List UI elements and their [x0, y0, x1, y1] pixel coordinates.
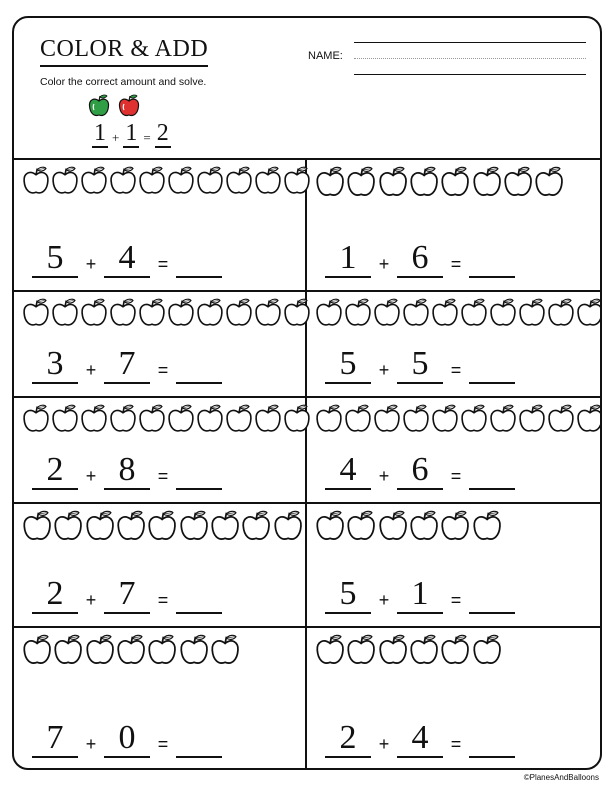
- addend-b: 7: [104, 576, 150, 614]
- addend-b: 7: [104, 346, 150, 384]
- problem-cell: [307, 290, 600, 396]
- equals-sign: =: [450, 734, 462, 754]
- apple-icon[interactable]: [460, 404, 489, 439]
- apple-icon[interactable]: [344, 298, 373, 333]
- apple-icon[interactable]: [225, 404, 254, 439]
- plus-sign: +: [378, 360, 390, 380]
- apple-icon[interactable]: [241, 510, 272, 547]
- equation: [325, 576, 515, 614]
- equation: [325, 720, 515, 758]
- apple-icon[interactable]: [22, 634, 53, 671]
- apple-icon[interactable]: [346, 634, 377, 671]
- worksheet-title: COLOR & ADD: [40, 36, 208, 67]
- equals-sign: =: [450, 360, 462, 380]
- name-line-top: [354, 42, 586, 43]
- addend-a: 5: [325, 346, 371, 384]
- addend-b: 1: [397, 576, 443, 614]
- answer-blank[interactable]: [469, 720, 515, 758]
- apple-icon[interactable]: [518, 404, 547, 439]
- addend-a: 3: [32, 346, 78, 384]
- apple-icon[interactable]: [576, 298, 602, 333]
- addend-a: 2: [32, 576, 78, 614]
- copyright-text: ©PlanesAndBalloons: [523, 773, 599, 782]
- apple-icon[interactable]: [22, 404, 51, 439]
- addend-b: 0: [104, 720, 150, 758]
- apple-icon[interactable]: [440, 634, 471, 671]
- apple-icon[interactable]: [409, 166, 440, 203]
- name-label: NAME:: [308, 50, 343, 62]
- worksheet: [12, 16, 602, 770]
- equation: [325, 346, 515, 384]
- apple-icon[interactable]: [116, 510, 147, 547]
- apple-icon[interactable]: [196, 166, 225, 201]
- addend-a: 5: [325, 576, 371, 614]
- apple-icon[interactable]: [373, 298, 402, 333]
- apple-row: [22, 404, 312, 439]
- addend-a: 2: [32, 452, 78, 490]
- apple-icon[interactable]: [315, 166, 346, 203]
- plus-sign: +: [85, 590, 97, 610]
- apple-icon[interactable]: [254, 404, 283, 439]
- apple-icon[interactable]: [489, 298, 518, 333]
- apple-icon[interactable]: [409, 510, 440, 547]
- addend-b: 8: [104, 452, 150, 490]
- worksheet-instructions: Color the correct amount and solve.: [40, 76, 207, 88]
- apple-row: [315, 166, 566, 203]
- apple-row: [315, 510, 503, 547]
- apple-icon[interactable]: [147, 634, 178, 671]
- worksheet-header: [14, 18, 600, 160]
- apple-icon[interactable]: [315, 404, 344, 439]
- problem-row: [14, 502, 600, 628]
- equation: [32, 720, 222, 758]
- apple-icon[interactable]: [409, 634, 440, 671]
- plus-sign: +: [378, 466, 390, 486]
- apple-icon[interactable]: [518, 298, 547, 333]
- problem-cell: [14, 290, 307, 396]
- problem-cell: [307, 626, 600, 770]
- apple-icon[interactable]: [196, 404, 225, 439]
- apple-icon[interactable]: [378, 166, 409, 203]
- addend-a: 1: [325, 240, 371, 278]
- apple-icon[interactable]: [85, 510, 116, 547]
- answer-blank[interactable]: [469, 240, 515, 278]
- apple-icon[interactable]: [109, 166, 138, 201]
- problem-cell: [307, 396, 600, 502]
- problem-cell: [14, 502, 307, 626]
- apple-icon[interactable]: [138, 166, 167, 201]
- problem-cell: [14, 626, 307, 770]
- apple-icon[interactable]: [51, 166, 80, 201]
- plus-sign: +: [85, 360, 97, 380]
- apple-icon[interactable]: [210, 510, 241, 547]
- addend-b: 5: [397, 346, 443, 384]
- example-plus-sign: +: [112, 130, 120, 145]
- apple-icon[interactable]: [431, 298, 460, 333]
- apple-icon[interactable]: [431, 404, 460, 439]
- equation: [325, 240, 515, 278]
- apple-icon[interactable]: [22, 510, 53, 547]
- example-addend-a: 1: [94, 120, 106, 146]
- apple-icon[interactable]: [346, 166, 377, 203]
- equals-sign: =: [450, 466, 462, 486]
- apple-icon[interactable]: [460, 298, 489, 333]
- apple-icon[interactable]: [378, 634, 409, 671]
- apple-icon[interactable]: [402, 298, 431, 333]
- equals-sign: =: [157, 734, 169, 754]
- apple-icon[interactable]: [51, 404, 80, 439]
- apple-icon[interactable]: [138, 298, 167, 333]
- example-apples: [88, 94, 140, 123]
- apple-icon[interactable]: [53, 634, 84, 671]
- apple-icon[interactable]: [472, 166, 503, 203]
- apple-icon[interactable]: [534, 166, 565, 203]
- answer-blank[interactable]: [176, 720, 222, 758]
- plus-sign: +: [85, 254, 97, 274]
- apple-icon[interactable]: [547, 298, 576, 333]
- problem-row: [14, 396, 600, 504]
- apple-icon[interactable]: [373, 404, 402, 439]
- apple-row: [22, 510, 304, 547]
- apple-icon[interactable]: [109, 298, 138, 333]
- apple-icon[interactable]: [472, 510, 503, 547]
- apple-row: [22, 634, 241, 671]
- apple-icon: [118, 94, 140, 123]
- apple-icon[interactable]: [402, 404, 431, 439]
- equation: [32, 240, 222, 278]
- problem-row: [14, 290, 600, 398]
- equals-sign: =: [450, 254, 462, 274]
- apple-row: [315, 634, 503, 671]
- apple-icon[interactable]: [167, 298, 196, 333]
- equals-sign: =: [157, 466, 169, 486]
- apple-icon[interactable]: [210, 634, 241, 671]
- apple-icon[interactable]: [179, 634, 210, 671]
- apple-icon[interactable]: [22, 298, 51, 333]
- answer-blank[interactable]: [469, 576, 515, 614]
- equals-sign: =: [450, 590, 462, 610]
- problem-grid: [14, 158, 600, 770]
- apple-icon[interactable]: [147, 510, 178, 547]
- apple-icon[interactable]: [346, 510, 377, 547]
- problem-row: [14, 158, 600, 292]
- apple-icon[interactable]: [576, 404, 602, 439]
- addend-a: 2: [325, 720, 371, 758]
- apple-icon[interactable]: [440, 166, 471, 203]
- plus-sign: +: [378, 734, 390, 754]
- apple-icon[interactable]: [109, 404, 138, 439]
- apple-icon[interactable]: [51, 298, 80, 333]
- apple-icon[interactable]: [489, 404, 518, 439]
- apple-icon[interactable]: [315, 510, 346, 547]
- apple-icon[interactable]: [80, 404, 109, 439]
- plus-sign: +: [378, 590, 390, 610]
- example-equation: [92, 120, 171, 148]
- apple-icon[interactable]: [167, 166, 196, 201]
- equals-sign: =: [157, 254, 169, 274]
- problem-cell: [14, 396, 307, 502]
- answer-blank[interactable]: [176, 576, 222, 614]
- addend-b: 6: [397, 452, 443, 490]
- example-addend-b: 1: [125, 120, 138, 146]
- apple-icon[interactable]: [138, 404, 167, 439]
- equals-sign: =: [157, 360, 169, 380]
- apple-row: [315, 404, 602, 439]
- apple-icon[interactable]: [225, 166, 254, 201]
- equation: [32, 452, 222, 490]
- apple-icon[interactable]: [503, 166, 534, 203]
- answer-blank[interactable]: [176, 452, 222, 490]
- addend-a: 7: [32, 720, 78, 758]
- apple-icon[interactable]: [85, 634, 116, 671]
- answer-blank[interactable]: [176, 240, 222, 278]
- answer-blank[interactable]: [176, 346, 222, 384]
- addend-b: 6: [397, 240, 443, 278]
- apple-icon[interactable]: [547, 404, 576, 439]
- apple-icon[interactable]: [167, 404, 196, 439]
- name-line-bottom[interactable]: [354, 74, 586, 75]
- problem-cell: [307, 502, 600, 626]
- problem-cell: [14, 158, 307, 290]
- addend-a: 4: [325, 452, 371, 490]
- answer-blank[interactable]: [469, 346, 515, 384]
- name-line-dotted: [354, 58, 586, 59]
- apple-icon[interactable]: [22, 166, 51, 201]
- apple-icon[interactable]: [196, 298, 225, 333]
- apple-icon: [88, 94, 110, 123]
- apple-icon[interactable]: [344, 404, 373, 439]
- apple-icon[interactable]: [273, 510, 304, 547]
- equation: [32, 576, 222, 614]
- apple-icon[interactable]: [80, 166, 109, 201]
- apple-icon[interactable]: [80, 298, 109, 333]
- equation: [325, 452, 515, 490]
- apple-icon[interactable]: [440, 510, 471, 547]
- apple-icon[interactable]: [315, 298, 344, 333]
- addend-b: 4: [104, 240, 150, 278]
- plus-sign: +: [85, 734, 97, 754]
- example-answer: 2: [156, 120, 169, 146]
- apple-icon[interactable]: [225, 298, 254, 333]
- apple-icon[interactable]: [254, 298, 283, 333]
- addend-a: 5: [32, 240, 78, 278]
- addend-b: 4: [397, 720, 443, 758]
- apple-icon[interactable]: [254, 166, 283, 201]
- plus-sign: +: [85, 466, 97, 486]
- apple-icon[interactable]: [116, 634, 147, 671]
- apple-icon[interactable]: [378, 510, 409, 547]
- example-equals-sign: =: [143, 130, 151, 145]
- apple-icon[interactable]: [53, 510, 84, 547]
- answer-blank[interactable]: [469, 452, 515, 490]
- plus-sign: +: [378, 254, 390, 274]
- apple-row: [22, 166, 312, 201]
- equation: [32, 346, 222, 384]
- problem-cell: [307, 158, 600, 290]
- apple-icon[interactable]: [472, 634, 503, 671]
- apple-row: [315, 298, 602, 333]
- equals-sign: =: [157, 590, 169, 610]
- problem-row: [14, 626, 600, 770]
- apple-icon[interactable]: [179, 510, 210, 547]
- apple-row: [22, 298, 312, 333]
- apple-icon[interactable]: [315, 634, 346, 671]
